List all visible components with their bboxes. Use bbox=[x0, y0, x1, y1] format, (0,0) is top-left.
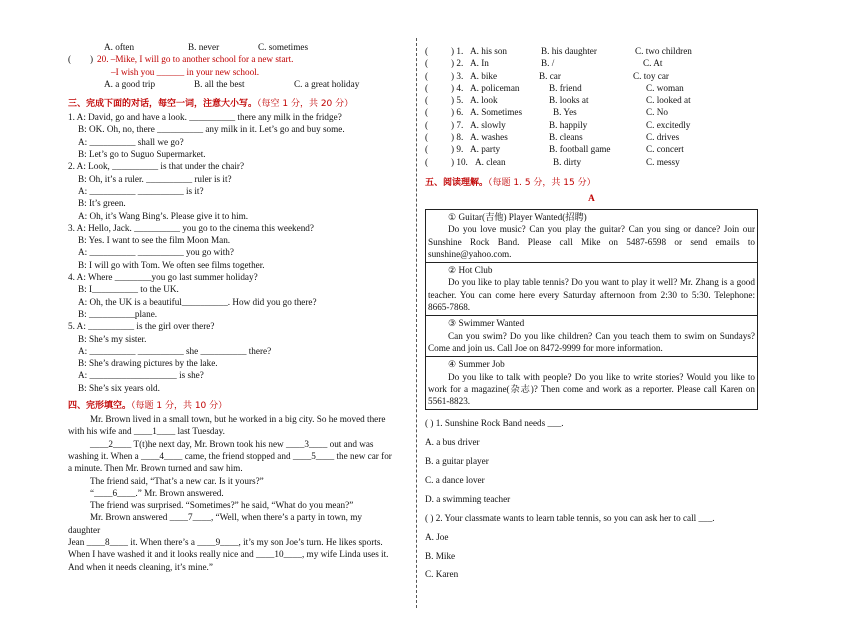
choice-cell: C. No bbox=[646, 107, 668, 118]
cloze-line: Mr. Brown answered ____7____, “Well, when there’s a party in town, my bbox=[90, 512, 363, 523]
choice-cell: ( bbox=[425, 46, 429, 56]
choice-cell: ) 7. bbox=[451, 119, 464, 130]
choice-cell: B. his daughter bbox=[541, 46, 597, 56]
choice-cell: ) 10. bbox=[451, 156, 468, 167]
choice-cell: ) 1. bbox=[451, 46, 464, 56]
choice-cell: A. look bbox=[470, 95, 498, 106]
option: A. Joe bbox=[425, 531, 449, 542]
choice-cell: A. his son bbox=[470, 46, 508, 56]
q20-line1 bbox=[68, 53, 410, 65]
section3-title bbox=[68, 98, 410, 111]
option: B. a guitar player bbox=[425, 456, 489, 467]
choice-row bbox=[425, 70, 758, 82]
choice-cell: B. / bbox=[541, 58, 555, 69]
ad-hot-club bbox=[426, 263, 757, 316]
q20-stem: 20. –Mike, I will go to another school for a new start. bbox=[97, 54, 294, 65]
ad-text: Do you like to talk with people? Do you like to write stories? Would you like to work for a magazine(杂志)? Then come and work as a reporter. Please call Karen on 5561-8823. bbox=[428, 371, 755, 407]
choice-row bbox=[425, 94, 758, 106]
choice-cell: B. football game bbox=[549, 144, 611, 155]
choice-cell: B. dirty bbox=[553, 156, 582, 167]
choice-row bbox=[425, 82, 758, 94]
choice-cell: ( bbox=[425, 58, 429, 69]
choice-cell: C. concert bbox=[646, 144, 684, 155]
dialogue-line: B: She’s my sister. bbox=[78, 333, 147, 344]
choice-cell: A. In bbox=[470, 58, 489, 69]
cloze-line: Jean ____8____ it. When there’s a ____9____, it’s my son Joe’s turn. He likes sports. bbox=[68, 536, 383, 547]
section4-note: （每题 1 分，共 10 分） bbox=[131, 401, 228, 412]
dialogue-line: B: OK. Oh, no, there __________ any milk in it. Let’s go and buy some. bbox=[78, 124, 345, 135]
q20-paren-close: ) bbox=[90, 54, 94, 65]
choice-cell: ) 9. bbox=[451, 144, 464, 155]
choice-row bbox=[425, 143, 758, 155]
cloze-line: “____6____.” Mr. Brown answered. bbox=[90, 487, 224, 498]
ad-text: Can you swim? Do you like children? Can you teach them to swim on Sundays? Come and join us. Call Joe on 8472-9999 for more information. bbox=[428, 330, 755, 353]
choice-cell: ( bbox=[425, 132, 429, 143]
section5-title bbox=[425, 177, 758, 190]
cloze-line: a minute. Then Mr. Brown turned and saw him. bbox=[68, 463, 243, 474]
choice-cell: ) 6. bbox=[451, 107, 464, 118]
ad-title: ④ Summer Job bbox=[448, 359, 505, 370]
ad-title: ① Guitar(吉他) Player Wanted(招聘) bbox=[448, 211, 587, 222]
dialogue-line: A: __________ __________ you go with? bbox=[78, 247, 234, 258]
choice-cell: A. clean bbox=[475, 156, 506, 167]
section3-note: （每空 1 分，共 20 分） bbox=[257, 99, 354, 110]
cloze-line: And when it needs cleaning, it’s mine.” bbox=[68, 561, 213, 572]
q19-options bbox=[68, 41, 410, 53]
choice-cell: C. excitedly bbox=[646, 119, 691, 130]
dialogue-line: B: She’s six years old. bbox=[78, 382, 160, 393]
dialogue-line: A: __________ __________ she __________ there? bbox=[78, 345, 272, 356]
column-divider bbox=[416, 38, 417, 608]
right-column bbox=[425, 45, 758, 581]
choice-cell: ) 2. bbox=[451, 58, 464, 69]
choice-row bbox=[425, 131, 758, 143]
choice-cell: B. Yes bbox=[553, 107, 577, 118]
choice-cell: ( bbox=[425, 144, 429, 155]
choice-row bbox=[425, 156, 758, 168]
cloze-passage bbox=[68, 413, 410, 573]
choice-cell: C. toy car bbox=[633, 70, 669, 81]
dialogue-line: B: Yes. I want to see the film Moon Man. bbox=[78, 235, 231, 246]
q20-stem-2: –I wish you ______ in your new school. bbox=[111, 66, 260, 77]
dialogue-line: 4. A: Where ________you go last summer holiday? bbox=[68, 272, 258, 283]
option: A. a bus driver bbox=[425, 437, 480, 448]
choice-cell: B. friend bbox=[549, 82, 582, 93]
choice-cell: A. washes bbox=[470, 132, 508, 143]
ads-table bbox=[425, 209, 758, 410]
cloze-line: washing it. When a ____4____ came, the friend stopped and ____5____ the new car for bbox=[68, 450, 392, 461]
dialogue-line: A: ___________________ is she? bbox=[78, 370, 204, 381]
dialogue-line: A: __________ __________ is it? bbox=[78, 185, 204, 196]
question-stem: ( ) 2. Your classmate wants to learn table tennis, so you can ask her to call ___. bbox=[425, 512, 715, 523]
cloze-choices bbox=[425, 45, 758, 168]
dialogue-line: B: I will go with Tom. We often see films together. bbox=[78, 259, 265, 270]
cloze-line: Mr. Brown lived in a small town, but he worked in a big city. So he moved there bbox=[90, 414, 386, 425]
ad-text: Do you love music? Can you play the guitar? Can you sing or dance? Join our Sunshine Rock Band. Please call Mike on 5487-6598 or send emails to sunshine@yahoo.com. bbox=[428, 224, 755, 259]
choice-cell: C. two children bbox=[635, 46, 692, 56]
q19-option-a: A. often bbox=[104, 42, 135, 52]
question-stem: ( ) 1. Sunshine Rock Band needs ___. bbox=[425, 418, 564, 429]
cloze-line: ____2____ T(t)he next day, Mr. Brown took his new ____3____ out and was bbox=[90, 438, 374, 449]
choice-cell: A. party bbox=[470, 144, 501, 155]
q20-option-a: A. a good trip bbox=[104, 78, 156, 89]
ad-text: Do you like to play table tennis? Do you want to play it well? Mr. Zhang is a good teacher. You can come here every Saturday afternoon from 2:30 to 5:30. Telephone: 8665-7868. bbox=[428, 277, 755, 313]
dialogue-line: A: Oh, it’s Wang Bing’s. Please give it to him. bbox=[78, 210, 249, 221]
q20-line2 bbox=[68, 66, 410, 78]
dialogue-line: 2. A: Look, __________ is that under the chair? bbox=[68, 161, 245, 172]
cloze-line: daughter bbox=[68, 524, 101, 535]
choice-cell: A. bike bbox=[470, 70, 498, 81]
ad-title: ② Hot Club bbox=[448, 265, 493, 276]
section4-heading: 四、完形填空。 bbox=[68, 401, 132, 412]
passage-label-a: A bbox=[588, 192, 595, 203]
choice-cell: ( bbox=[425, 119, 429, 130]
cloze-line: When I have washed it and it looks really nice and ____10____, my wife Linda uses it. bbox=[68, 549, 389, 560]
dialogue-line: B: She’s drawing pictures by the lake. bbox=[78, 358, 218, 369]
q20-option-b: B. all the best bbox=[194, 78, 245, 89]
q20-paren-open: ( bbox=[68, 54, 72, 65]
choice-row bbox=[425, 106, 758, 118]
option: D. a swimming teacher bbox=[425, 493, 511, 504]
choice-cell: B. car bbox=[539, 70, 561, 81]
reading-question-1 bbox=[425, 417, 758, 504]
choice-cell: A. Sometimes bbox=[470, 107, 523, 118]
ad-swimmer bbox=[426, 316, 757, 357]
dialogue-line: B: Let’s go to Suguo Supermarket. bbox=[78, 149, 206, 160]
choice-cell: A. policeman bbox=[470, 82, 520, 93]
ad-summer-job bbox=[426, 357, 757, 409]
section5-note: （每题 1. 5 分，共 15 分） bbox=[488, 177, 596, 188]
choice-cell: ) 4. bbox=[451, 82, 464, 93]
dialogue-line: 3. A: Hello, Jack. __________ you go to the cinema this weekend? bbox=[68, 222, 314, 233]
dialogue-line: B: It’s green. bbox=[78, 198, 126, 209]
choice-cell: C. drives bbox=[646, 132, 680, 143]
choice-cell: ) 3. bbox=[451, 70, 464, 81]
cloze-line: The friend was surprised. “Sometimes?” he said, “What do you mean?” bbox=[90, 500, 354, 511]
ad-guitar bbox=[426, 210, 757, 263]
option: C. a dance lover bbox=[425, 474, 485, 485]
dialogue-line: B: __________plane. bbox=[78, 308, 158, 319]
dialogue-line: 5. A: __________ is the girl over there? bbox=[68, 321, 215, 332]
choice-cell: ( bbox=[425, 70, 429, 81]
section3-dialogues bbox=[68, 111, 410, 394]
choice-cell: B. cleans bbox=[549, 132, 583, 143]
q19-option-c: C. sometimes bbox=[258, 42, 309, 52]
q20-options bbox=[68, 78, 410, 90]
choice-cell: ( bbox=[425, 95, 429, 106]
choice-cell: ( bbox=[425, 107, 429, 118]
section3-heading: 三、完成下面的对话，每空一词，注意大小写。 bbox=[68, 99, 258, 110]
q20-option-c: C. a great holiday bbox=[294, 78, 360, 89]
dialogue-line: B: I__________ to the UK. bbox=[78, 284, 179, 295]
left-column bbox=[68, 41, 410, 573]
dialogue-line: 1. A: David, go and have a look. __________ there any milk in the fridge? bbox=[68, 112, 342, 123]
choice-cell: ( bbox=[425, 156, 429, 167]
choice-cell: C. woman bbox=[646, 82, 684, 93]
dialogue-line: B: Oh, it’s a ruler. __________ ruler is it? bbox=[78, 173, 232, 184]
cloze-line: The friend said, “That’s a new car. Is it yours?” bbox=[90, 475, 264, 486]
choice-cell: ( bbox=[425, 82, 429, 93]
dialogue-line: A: Oh, the UK is a beautiful__________. How did you go there? bbox=[78, 296, 317, 307]
choice-row bbox=[425, 119, 758, 131]
q19-option-b: B. never bbox=[188, 42, 220, 52]
choice-cell: ) 5. bbox=[451, 95, 464, 106]
option: B. Mike bbox=[425, 550, 456, 561]
option: C. Karen bbox=[425, 569, 459, 580]
choice-cell: C. At bbox=[643, 58, 663, 69]
choice-cell: C. messy bbox=[646, 156, 680, 167]
choice-cell: B. looks at bbox=[549, 95, 589, 106]
choice-row bbox=[425, 45, 758, 57]
choice-cell: ) 8. bbox=[451, 132, 464, 143]
choice-cell: C. looked at bbox=[646, 95, 691, 106]
section5-heading: 五、阅读理解。 bbox=[425, 177, 489, 188]
choice-cell: B. happily bbox=[549, 119, 588, 130]
choice-cell: A. slowly bbox=[470, 119, 506, 130]
ad-title: ③ Swimmer Wanted bbox=[448, 318, 525, 329]
reading-question-2 bbox=[425, 512, 758, 581]
section4-title bbox=[68, 400, 410, 413]
cloze-line: with his wife and ____1____ last Tuesday. bbox=[68, 426, 225, 437]
dialogue-line: A: __________ shall we go? bbox=[78, 136, 184, 147]
choice-row bbox=[425, 57, 758, 69]
